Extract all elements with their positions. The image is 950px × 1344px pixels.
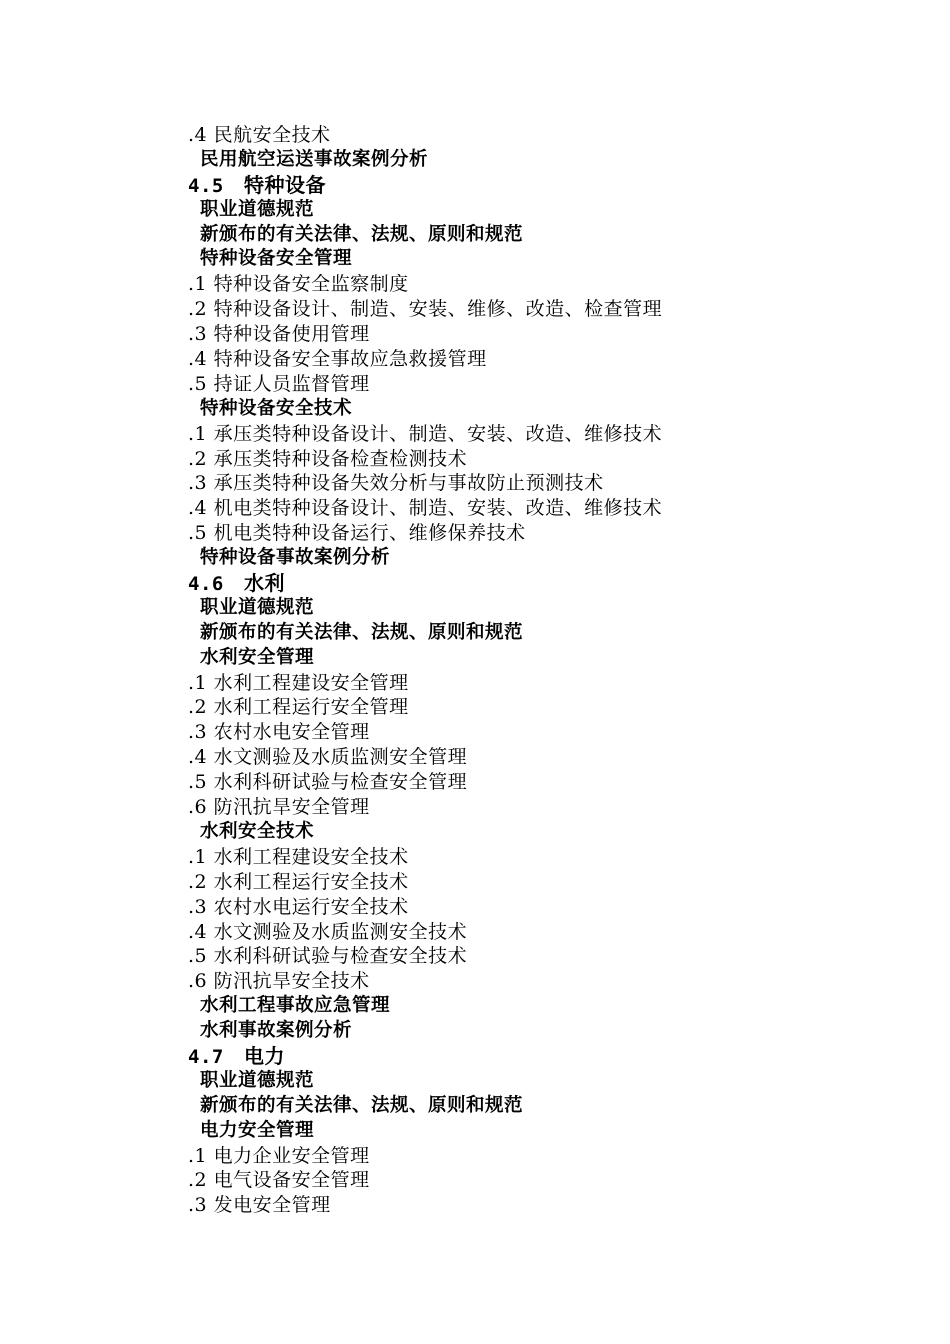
list-item: .5 水利科研试验与检查安全技术 xyxy=(188,945,468,968)
list-item: .5 机电类特种设备运行、维修保养技术 xyxy=(188,522,526,545)
subsection-heading: 职业道德规范 xyxy=(200,596,315,618)
list-item: .5 水利科研试验与检查安全管理 xyxy=(188,771,468,794)
list-item: .4 机电类特种设备设计、制造、安装、改造、维修技术 xyxy=(188,497,663,520)
document-body xyxy=(188,123,908,1218)
subsection-heading: 电力安全管理 xyxy=(200,1119,315,1141)
list-item: .2 特种设备设计、制造、安装、维修、改造、检查管理 xyxy=(188,298,663,321)
subsection-heading: 水利工程事故应急管理 xyxy=(200,995,391,1017)
list-item: .4 水文测验及水质监测安全技术 xyxy=(188,920,468,943)
list-item: .4 特种设备安全事故应急救援管理 xyxy=(188,348,487,371)
subsection-heading: 新颁布的有关法律、法规、原则和规范 xyxy=(200,1094,524,1116)
list-item: .1 特种设备安全监察制度 xyxy=(188,273,409,296)
section-title: 特种设备 xyxy=(244,172,326,197)
subsection-heading: 水利事故案例分析 xyxy=(200,1020,353,1042)
section-number: 4.6 xyxy=(188,573,224,596)
list-item: .1 电力企业安全管理 xyxy=(188,1144,370,1167)
list-item: .3 发电安全管理 xyxy=(188,1194,331,1217)
subsection-heading: 民用航空运送事故案例分析 xyxy=(200,148,429,170)
subsection-heading: 特种设备安全管理 xyxy=(200,248,353,270)
section-title: 水利 xyxy=(244,571,285,596)
list-item: .2 承压类特种设备检查检测技术 xyxy=(188,447,468,470)
list-item: .3 农村水电运行安全技术 xyxy=(188,895,409,918)
list-item: .4 水文测验及水质监测安全管理 xyxy=(188,746,468,769)
list-item: .6 防汛抗旱安全技术 xyxy=(188,970,370,993)
subsection-heading: 职业道德规范 xyxy=(200,198,315,220)
subsection-heading: 职业道德规范 xyxy=(200,1069,315,1091)
subsection-heading: 特种设备事故案例分析 xyxy=(200,547,391,569)
list-item: .2 水利工程运行安全管理 xyxy=(188,696,409,719)
list-item: .3 特种设备使用管理 xyxy=(188,323,370,346)
subsection-heading: 新颁布的有关法律、法规、原则和规范 xyxy=(200,621,524,643)
list-item: .6 防汛抗旱安全管理 xyxy=(188,796,370,819)
subsection-heading: 特种设备安全技术 xyxy=(200,397,353,419)
section-heading xyxy=(188,1044,908,1069)
section-number: 4.7 xyxy=(188,1045,224,1068)
list-item: .5 持证人员监督管理 xyxy=(188,372,370,395)
list-item: .3 农村水电安全管理 xyxy=(188,721,370,744)
section-number: 4.5 xyxy=(188,174,224,197)
subsection-heading: 新颁布的有关法律、法规、原则和规范 xyxy=(200,223,524,245)
section-title: 电力 xyxy=(244,1043,285,1068)
list-item: .4 民航安全技术 xyxy=(188,124,331,146)
list-item: .1 水利工程建设安全管理 xyxy=(188,671,409,694)
subsection-heading: 水利安全管理 xyxy=(200,646,315,668)
section-heading xyxy=(188,571,908,596)
subsection-heading: 水利安全技术 xyxy=(200,820,315,842)
list-item: .1 水利工程建设安全技术 xyxy=(188,845,409,868)
section-heading xyxy=(188,173,908,198)
list-item: .2 水利工程运行安全技术 xyxy=(188,870,409,893)
list-item: .3 承压类特种设备失效分析与事故防止预测技术 xyxy=(188,472,604,495)
list-item: .2 电气设备安全管理 xyxy=(188,1169,370,1192)
list-item: .1 承压类特种设备设计、制造、安装、改造、维修技术 xyxy=(188,422,663,445)
